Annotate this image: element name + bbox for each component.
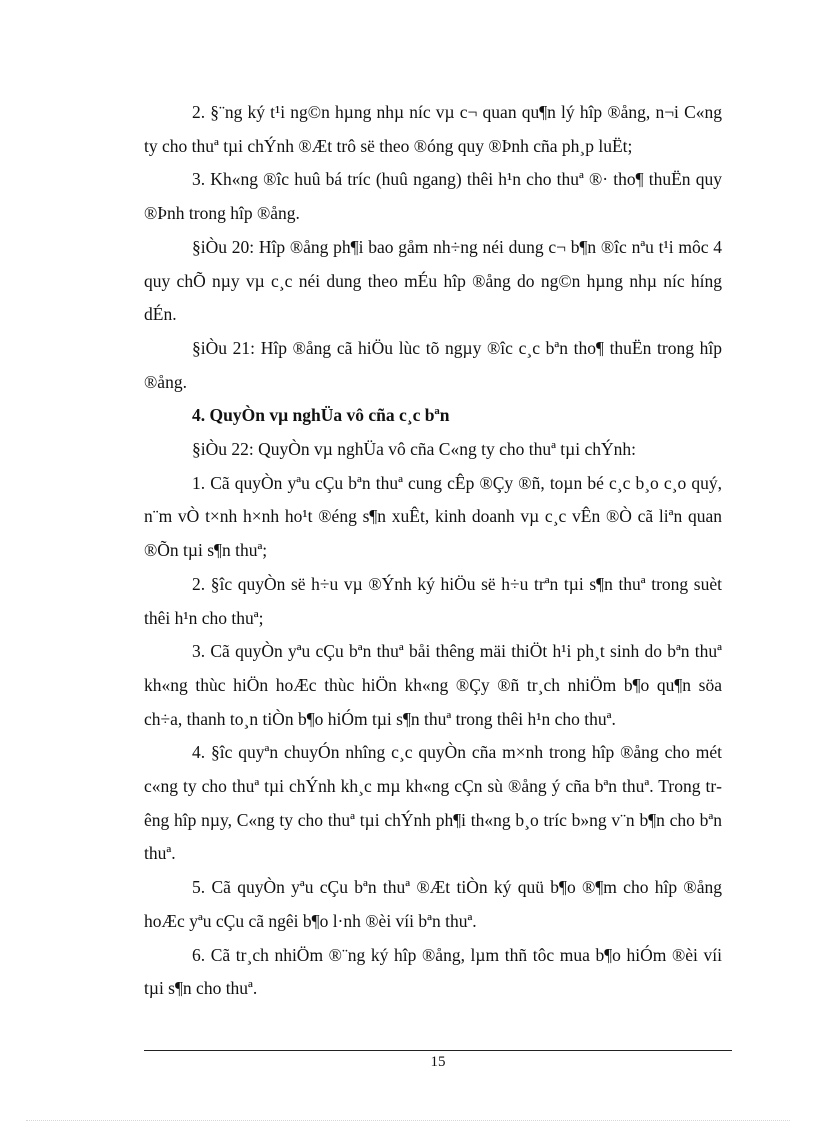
body-paragraph: 4. §îc quyªn chuyÓn nhîng c¸c quyÒn cña m×nh trong hîp ®ång cho mét c«ng ty cho thuª tµi chÝnh kh¸c mµ kh«ng cÇn sù ®ång ý cña bªn thuª. Trong trêng hîp nµy, C«ng ty cho thuª tµi chÝnh ph¶i th«ng b¸o tríc b»ng v¨n b¶n cho bªn thuª. <box>144 742 722 864</box>
section-heading: 4. QuyÒn vµ nghÜa vô cña c¸c bªn <box>192 405 450 426</box>
footer-divider <box>144 1050 732 1051</box>
body-paragraph: 3. Kh«ng ®îc huû bá tríc (huû ngang) thêi h¹n cho thuª ®· tho¶ thuËn quy ®Þnh trong hîp ®ång. <box>144 169 722 224</box>
body-paragraph: 3. Cã quyÒn yªu cÇu bªn thuª båi thêng mäi thiÖt h¹i ph¸t sinh do bªn thuª kh«ng thùc hiÖn hoÆc thùc hiÖn kh«ng ®Çy ®ñ tr¸ch nhiÖm b¶o qu¶n söa ch÷a, thanh to¸n tiÒn b¶o hiÓm tµi s¶n thuª trong thêi h¹n cho thuª. <box>144 641 722 729</box>
body-paragraph: 2. §¨ng ký t¹i ng©n hµng nhµ níc vµ c¬ quan qu¶n lý hîp ®ång, n¬i C«ng ty cho thuª tµi chÝnh ®Æt trô së theo ®óng quy ®Þnh cña ph¸p luËt; <box>144 102 722 156</box>
page-number: 15 <box>430 1054 446 1070</box>
document-body <box>144 96 722 1006</box>
body-paragraph: §iÒu 21: Hîp ®ång cã hiÖu lùc tõ ngµy ®îc c¸c bªn tho¶ thuËn trong hîp ®ång. <box>144 337 722 392</box>
body-paragraph: 1. Cã quyÒn yªu cÇu bªn thuª cung cÊp ®Çy ®ñ, toµn bé c¸c b¸o c¸o quý, n¨m vÒ t×nh h×nh ho¹t ®éng s¶n xuÊt, kinh doanh vµ c¸c vÊn ®Ò cã liªn quan ®Õn tµi s¶n thuª; <box>144 472 722 561</box>
body-paragraph: §iÒu 22: QuyÒn vµ nghÜa vô cña C«ng ty cho thuª tµi chÝnh: <box>192 439 636 460</box>
body-paragraph: 6. Cã tr¸ch nhiÖm ®¨ng ký hîp ®ång, lµm thñ tôc mua b¶o hiÓm ®èi víi tµi s¶n cho thuª. <box>144 944 722 999</box>
body-paragraph: 5. Cã quyÒn yªu cÇu bªn thuª ®Æt tiÒn ký quü b¶o ®¶m cho hîp ®ång hoÆc yªu cÇu cã ngêi b¶o l·nh ®èi víi bªn thuª. <box>144 877 722 931</box>
body-paragraph: §iÒu 20: Hîp ®ång ph¶i bao gåm nh÷ng néi dung c¬ b¶n ®îc nªu t¹i môc 4 quy chÕ nµy vµ c¸c néi dung theo mÉu hîp ®ång do ng©n hµng nhµ níc híng dÉn. <box>144 236 722 325</box>
page-bottom-edge <box>26 1120 790 1121</box>
body-paragraph: 2. §îc quyÒn së h÷u vµ ®Ýnh ký hiÖu së h÷u trªn tµi s¶n thuª trong suèt thêi h¹n cho thuª; <box>144 573 722 628</box>
